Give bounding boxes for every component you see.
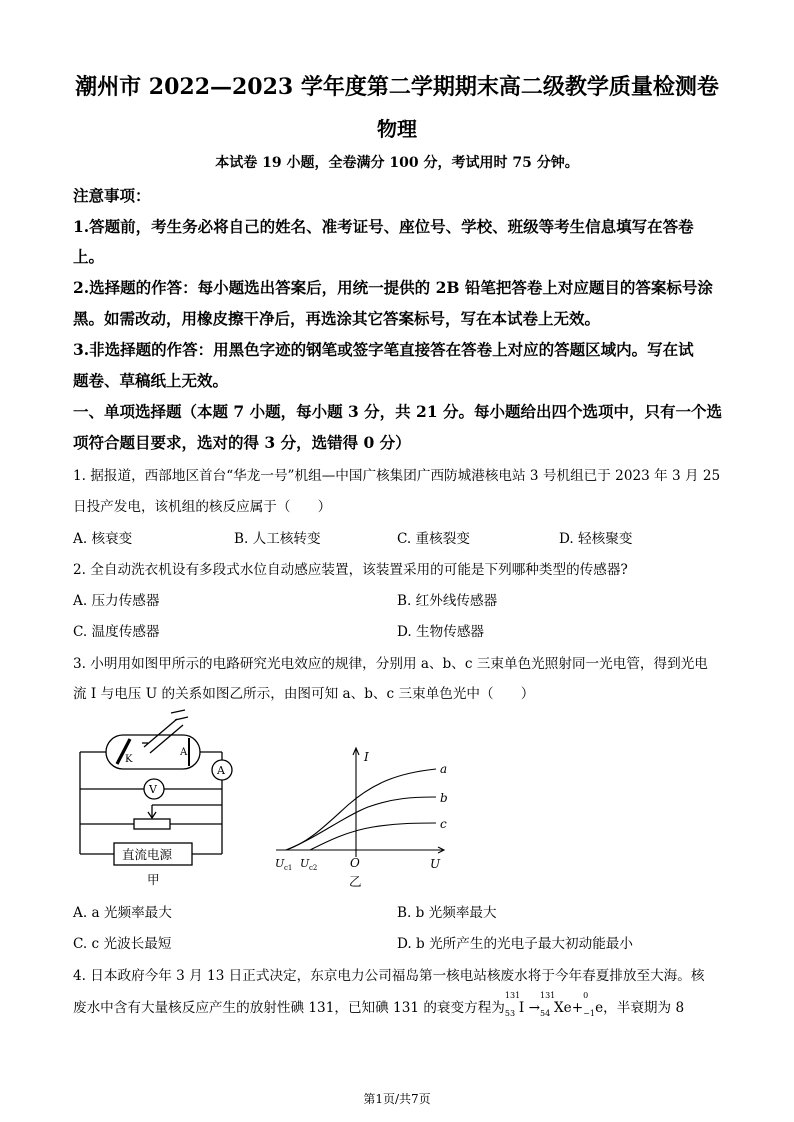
electron-charge-number: −1	[583, 1008, 595, 1018]
xenon-nuclide	[539, 990, 556, 1018]
paper-title: 潮州市 2022—2023 学年度第二学期期末高二级教学质量检测卷	[75, 74, 719, 100]
iodine-mass-number: 131	[504, 990, 521, 1000]
section-heading: 一、单项选择题（本题 7 小题，每小题 3 分，共 21 分。每小题给出四个选项中，只有一个选	[73, 402, 723, 421]
uc1-subscript: c1	[284, 864, 293, 872]
q1-option-b: B. 人工核转变	[234, 531, 321, 547]
q2-option-d: D. 生物传感器	[397, 624, 485, 640]
axis-i-label: I	[364, 750, 369, 764]
question-2-stem: 2. 全自动洗衣机设有多段式水位自动感应装置，该装置采用的可能是下列哪种类型的传感器?	[73, 562, 628, 578]
q4-text-pre: 废水中含有大量核反应产生的放射性碘 131，已知碘 131 的衰变方程为	[73, 1000, 505, 1016]
power-label: 直流电源	[122, 847, 173, 862]
note-line: 上。	[73, 247, 105, 266]
curve-a	[286, 769, 436, 850]
curve-c-label: c	[440, 817, 447, 831]
electron-symbol: e	[595, 1000, 604, 1016]
figure-b-caption: 乙	[349, 874, 362, 889]
note-line: 1.答题前，考生务必将自己的姓名、准考证号、座位号、学校、班级等考生信息填写在答卷	[73, 217, 694, 236]
q2-option-a: A. 压力传感器	[73, 593, 160, 609]
rheostat	[134, 819, 170, 829]
xenon-symbol: Xe	[553, 1000, 572, 1016]
q3-option-c: C. c 光波长最短	[73, 936, 172, 952]
q3-option-b: B. b 光频率最大	[397, 905, 497, 921]
light-ray	[150, 725, 183, 753]
decay-arrow: →	[528, 1000, 540, 1016]
q3-option-d: D. b 光所产生的光电子最大初动能最小	[397, 936, 633, 952]
electron-nuclide	[583, 990, 595, 1018]
iu-graph	[268, 745, 453, 890]
ammeter-label: A	[217, 764, 225, 777]
q3-option-a: A. a 光频率最大	[73, 905, 172, 921]
notes-heading: 注意事项：	[73, 186, 151, 205]
iodine-atomic-number: 53	[504, 1008, 516, 1018]
xenon-mass-number: 131	[539, 990, 556, 1000]
q2-option-b: B. 红外线传感器	[397, 593, 498, 609]
electron-mass-number: 0	[583, 990, 589, 1000]
note-line: 题卷、草稿纸上无效。	[73, 371, 229, 390]
axis-u-label: U	[430, 857, 441, 871]
question-4-stem-cont	[73, 990, 685, 1018]
question-3-stem: 3. 小明用如图甲所示的电路研究光电效应的规律，分别用 a、b、c 三束单色光照射同一光电管，得到光电	[73, 656, 708, 672]
uc1-label: U	[275, 857, 285, 870]
iodine-symbol: I	[518, 1000, 525, 1016]
q1-option-a: A. 核衰变	[73, 531, 133, 547]
page-number: 第1页/共7页	[363, 1092, 431, 1106]
light-ray	[144, 719, 177, 747]
q4-text-post: ，半衰期为 8	[603, 1000, 685, 1016]
q1-option-d: D. 轻核聚变	[559, 531, 633, 547]
section-heading-cont: 项符合题目要求，选对的得 3 分，选错得 0 分）	[73, 433, 411, 452]
label-k: K	[125, 754, 133, 765]
note-line: 3.非选择题的作答：用黑色字迹的钢笔或签字笔直接答在答卷上对应的答题区域内。写在试	[73, 340, 694, 359]
curve-c	[310, 823, 436, 850]
origin-label: O	[350, 856, 360, 870]
question-1-stem: 1. 据报道，西部地区首台“华龙一号”机组—中国广核集团广西防城港核电站 3 号机组已于 2023 年 3 月 25	[73, 468, 721, 484]
uc2-subscript: c2	[309, 864, 318, 872]
question-1-stem-cont: 日投产发电，该机组的核反应属于（ ）	[73, 499, 332, 515]
note-line: 2.选择题的作答：每小题选出答案后，用统一提供的 2B 铅笔把答卷上对应题目的答案标号涂	[73, 278, 713, 297]
note-line: 黑。如需改动，用橡皮擦干净后，再选涂其它答案标号，写在本试卷上无效。	[73, 309, 601, 328]
q1-option-c: C. 重核裂变	[397, 531, 470, 547]
curve-b-label: b	[440, 791, 448, 805]
uc2-label: U	[300, 857, 310, 870]
xenon-atomic-number: 54	[539, 1008, 551, 1018]
circuit-diagram	[72, 705, 247, 890]
iodine-nuclide	[504, 990, 521, 1018]
paper-subject: 物理	[377, 117, 417, 141]
paper-info: 本试卷 19 小题，全卷满分 100 分，考试用时 75 分钟。	[215, 155, 579, 171]
plus-sign: +	[571, 1000, 584, 1016]
figure-a-caption: 甲	[147, 872, 160, 887]
curve-a-label: a	[440, 762, 448, 776]
question-4-stem: 4. 日本政府今年 3 月 13 日正式决定，东京电力公司福岛第一核电站核废水将于今年春夏排放至大海。核	[73, 968, 705, 984]
q2-option-c: C. 温度传感器	[73, 624, 160, 640]
label-anode: A	[180, 747, 188, 758]
question-3-stem-cont: 流 I 与电压 U 的关系如图乙所示，由图可知 a、b、c 三束单色光中（ ）	[73, 686, 535, 702]
voltmeter-label: V	[149, 783, 157, 796]
